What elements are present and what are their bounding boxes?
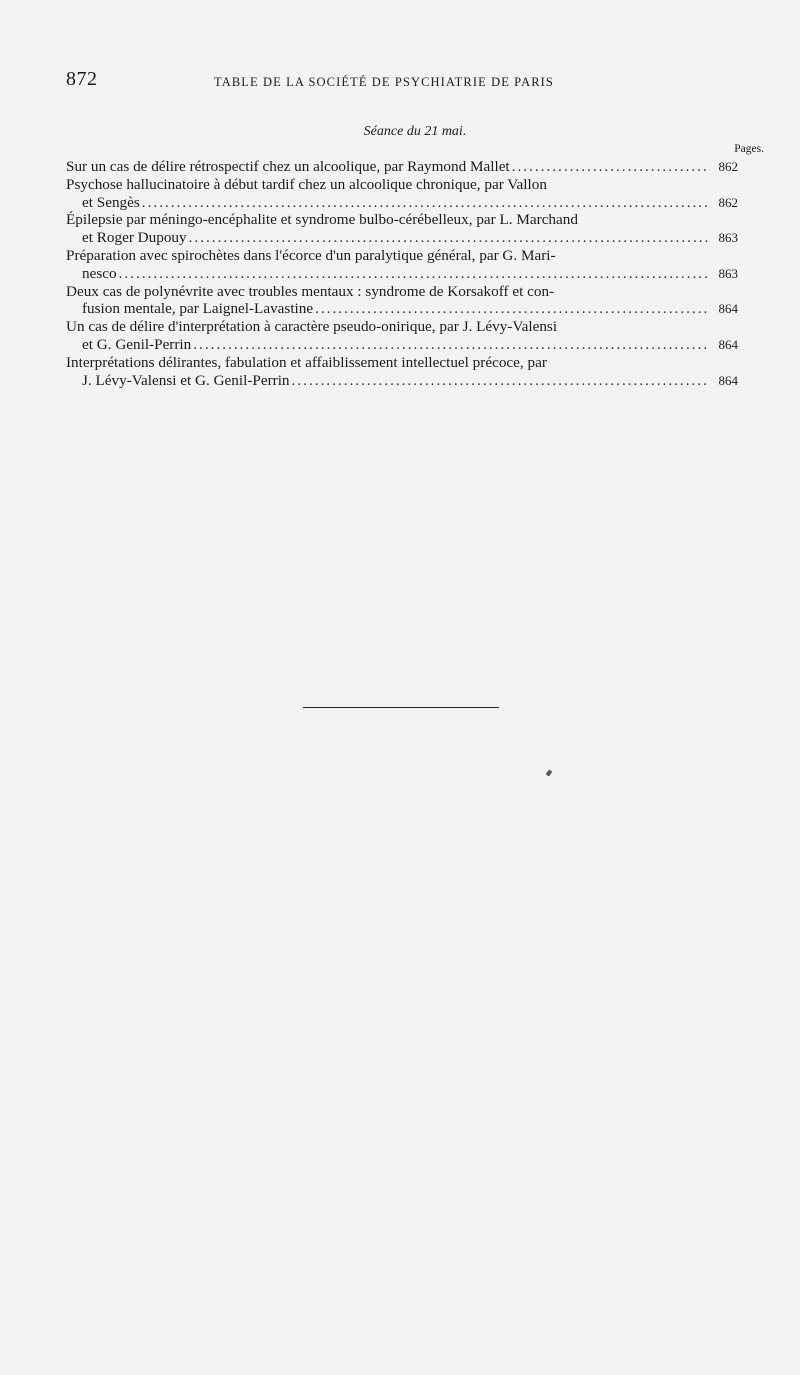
dot-leader: [142, 194, 710, 212]
toc-entry: [66, 283, 738, 319]
entry-text-continuation: et Roger Dupouy: [82, 229, 187, 247]
entry-page-number: 864: [718, 336, 738, 352]
entry-text: Psychose hallucinatoire à début tardif chez un alcoolique chronique, par Vallon: [66, 175, 547, 193]
entry-page-number: 863: [718, 265, 738, 281]
table-of-contents: [66, 158, 738, 389]
entry-text-continuation: et Sengès: [82, 193, 140, 211]
entry-text: Préparation avec spirochètes dans l'écorce d'un paralytique général, par G. Mari-: [66, 246, 556, 264]
toc-entry: [66, 318, 738, 354]
entry-text: Deux cas de polynévrite avec troubles mentaux : syndrome de Korsakoff et con-: [66, 282, 555, 300]
dot-leader: [119, 265, 710, 283]
toc-entry: [66, 158, 738, 176]
entry-text-continuation: nesco: [82, 264, 117, 282]
entry-text: Interprétations délirantes, fabulation et affaiblissement intellectuel précoce, par: [66, 353, 547, 371]
entry-page-number: 862: [718, 159, 738, 174]
print-speck: [546, 769, 553, 776]
entry-text: Un cas de délire d'interprétation à caractère pseudo-onirique, par J. Lévy-Valensi: [66, 318, 558, 336]
dot-leader: [193, 336, 710, 354]
entry-text-continuation: fusion mentale, par Laignel-Lavastine: [82, 300, 314, 318]
toc-entry: [66, 211, 738, 247]
entry-page-number: 864: [718, 372, 738, 388]
section-divider: [303, 707, 499, 708]
entry-text: Épilepsie par méningo-encéphalite et syndrome bulbo-cérébelleux, par L. Marchand: [66, 211, 578, 229]
pages-column-label: Pages.: [734, 143, 764, 155]
entry-page-number: 863: [718, 230, 738, 246]
entry-text-continuation: et G. Genil-Perrin: [82, 335, 192, 353]
entry-text: Sur un cas de délire rétrospectif chez un alcoolique, par Raymond Mallet: [66, 158, 510, 175]
dot-leader: [189, 229, 710, 247]
entry-text-continuation: J. Lévy-Valensi et G. Genil-Perrin: [82, 371, 290, 389]
entry-page-number: 864: [718, 301, 738, 317]
toc-entry: [66, 176, 738, 212]
dot-leader: [315, 300, 710, 318]
running-head: TABLE DE LA SOCIÉTÉ DE PSYCHIATRIE DE PARIS: [214, 75, 554, 89]
dot-leader: [512, 158, 710, 176]
toc-entry: [66, 354, 738, 390]
page-number: 872: [66, 68, 98, 90]
toc-entry: [66, 247, 738, 283]
dot-leader: [292, 372, 710, 390]
entry-page-number: 862: [718, 194, 738, 210]
session-heading: Séance du 21 mai.: [363, 124, 467, 139]
